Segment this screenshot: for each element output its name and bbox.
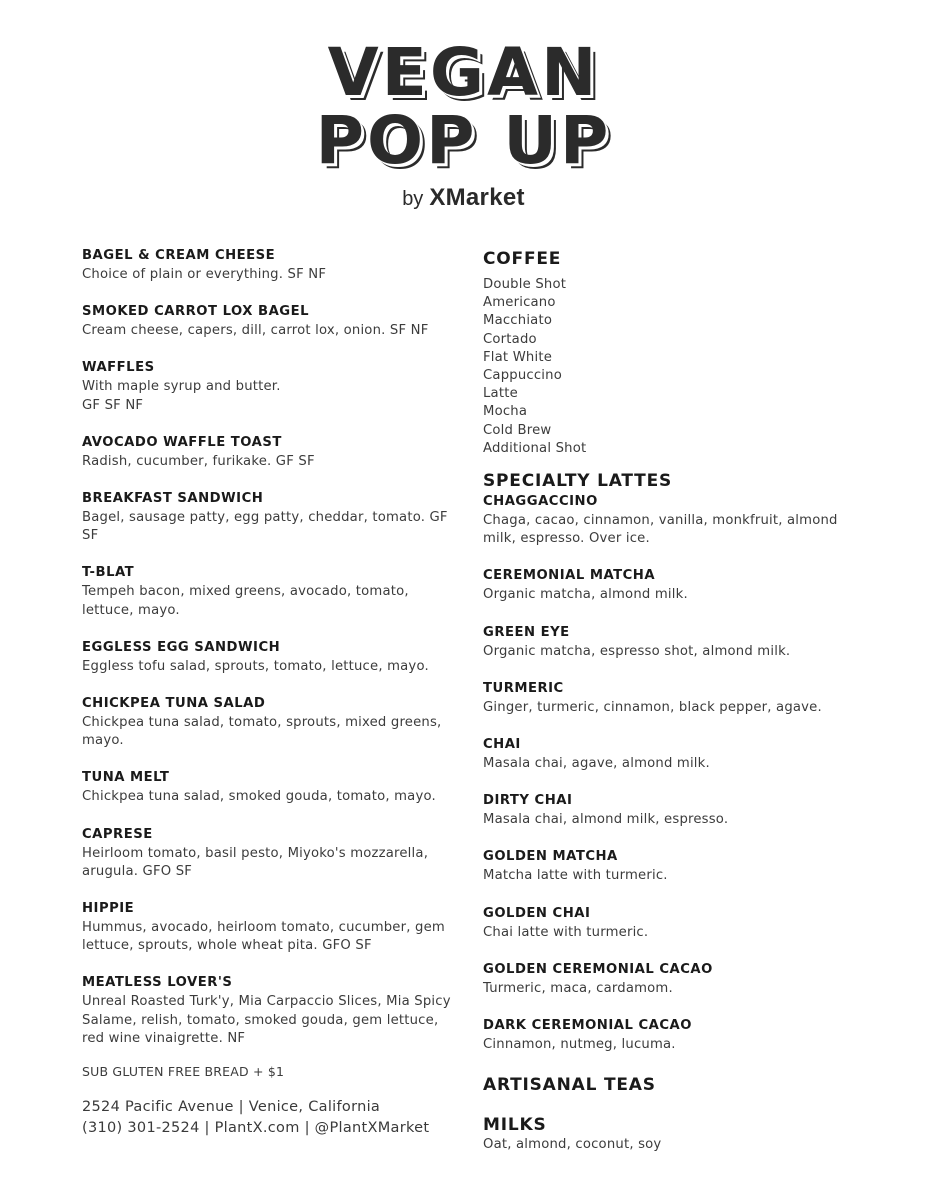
item-description: Masala chai, almond milk, espresso. bbox=[483, 812, 729, 828]
item-description: Bagel, sausage patty, egg patty, cheddar, tomato. GF SF bbox=[82, 510, 448, 544]
item-description: Eggless tofu salad, sprouts, tomato, lettuce, mayo. bbox=[82, 658, 429, 674]
footer bbox=[82, 1097, 429, 1139]
food-item bbox=[82, 433, 452, 471]
item-description: Chai latte with turmeric. bbox=[483, 924, 649, 940]
footer-address: 2524 Pacific Avenue | Venice, California bbox=[82, 1099, 381, 1115]
latte-item bbox=[483, 847, 863, 885]
footer-contact: (310) 301-2524 | PlantX.com | @PlantXMarket bbox=[82, 1120, 430, 1136]
coffee-item: Latte bbox=[483, 386, 518, 402]
artisanal-teas-heading: ARTISANAL TEAS bbox=[483, 1075, 656, 1096]
logo-brand: XMarket bbox=[429, 184, 525, 211]
item-name: T-BLAT bbox=[82, 565, 135, 581]
item-description: Matcha latte with turmeric. bbox=[483, 868, 668, 884]
item-name: BAGEL & CREAM CHEESE bbox=[82, 248, 276, 263]
logo bbox=[0, 34, 927, 212]
item-description: Cream cheese, capers, dill, carrot lox, onion. SF NF bbox=[82, 323, 429, 339]
item-description: Chickpea tuna salad, tomato, sprouts, mixed greens, mayo. bbox=[82, 715, 442, 749]
food-item bbox=[82, 899, 452, 955]
item-description: Chickpea tuna salad, smoked gouda, tomato, mayo. bbox=[82, 789, 436, 805]
item-name: GOLDEN CHAI bbox=[483, 905, 591, 921]
food-item bbox=[82, 489, 452, 545]
item-description: Radish, cucumber, furikake. GF SF bbox=[82, 453, 315, 469]
item-description: Organic matcha, espresso shot, almond milk. bbox=[483, 643, 791, 659]
logo-title-line-1: VEGAN bbox=[327, 34, 600, 111]
item-description: Organic matcha, almond milk. bbox=[483, 587, 688, 603]
drinks-menu bbox=[483, 246, 863, 1154]
item-description: Ginger, turmeric, cinnamon, black pepper, agave. bbox=[483, 699, 822, 715]
coffee-item: Cortado bbox=[483, 331, 537, 347]
latte-item bbox=[483, 904, 863, 942]
coffee-item: Additional Shot bbox=[483, 440, 587, 456]
coffee-item: Macchiato bbox=[483, 313, 553, 329]
item-name: CAPRESE bbox=[82, 826, 153, 842]
item-name: CEREMONIAL MATCHA bbox=[483, 568, 656, 584]
food-item bbox=[82, 973, 452, 1048]
coffee-item: Cappuccino bbox=[483, 368, 562, 384]
food-list bbox=[82, 246, 452, 1048]
latte-item bbox=[483, 735, 863, 773]
latte-item bbox=[483, 492, 863, 548]
coffee-item: Cold Brew bbox=[483, 422, 552, 438]
latte-item bbox=[483, 960, 863, 998]
latte-item bbox=[483, 679, 863, 717]
food-item bbox=[82, 358, 452, 414]
item-name: BREAKFAST SANDWICH bbox=[82, 491, 264, 507]
item-description: With maple syrup and butter. GF SF NF bbox=[82, 379, 281, 413]
food-item bbox=[82, 694, 452, 750]
milks-heading: MILKS bbox=[483, 1115, 547, 1136]
item-name: GREEN EYE bbox=[483, 624, 570, 640]
item-name: AVOCADO WAFFLE TOAST bbox=[82, 434, 282, 450]
gluten-free-note: SUB GLUTEN FREE BREAD + $1 bbox=[82, 1064, 285, 1080]
food-item bbox=[82, 768, 452, 806]
milks-desc: Oat, almond, coconut, soy bbox=[483, 1137, 662, 1153]
item-name: DIRTY CHAI bbox=[483, 793, 573, 809]
coffee-item: Flat White bbox=[483, 349, 553, 365]
item-description: Choice of plain or everything. SF NF bbox=[82, 267, 327, 282]
item-name: CHAGGACCINO bbox=[483, 494, 598, 510]
latte-list bbox=[483, 492, 863, 1054]
food-item bbox=[82, 302, 452, 340]
food-item bbox=[82, 638, 452, 676]
food-item bbox=[82, 563, 452, 619]
latte-item bbox=[483, 566, 863, 604]
coffee-list bbox=[483, 276, 863, 458]
item-name: TURMERIC bbox=[483, 680, 564, 696]
logo-title-line-2: POP UP bbox=[315, 102, 612, 179]
latte-item bbox=[483, 623, 863, 661]
item-description: Tempeh bacon, mixed greens, avocado, tomato, lettuce, mayo. bbox=[82, 584, 409, 618]
food-item bbox=[82, 825, 452, 881]
logo-by-word: by bbox=[402, 188, 424, 210]
coffee-item: Mocha bbox=[483, 404, 528, 420]
item-description: Unreal Roasted Turk'y, Mia Carpaccio Slices, Mia Spicy Salame, relish, tomato, smoked gouda, gem lettuce, red wine vinaigrette. NF bbox=[82, 994, 451, 1046]
item-name: GOLDEN MATCHA bbox=[483, 849, 618, 865]
item-description: Masala chai, agave, almond milk. bbox=[483, 756, 710, 772]
item-name: MEATLESS LOVER'S bbox=[82, 975, 233, 991]
item-description: Cinnamon, nutmeg, lucuma. bbox=[483, 1037, 676, 1053]
item-name: CHAI bbox=[483, 737, 521, 753]
item-description: Chaga, cacao, cinnamon, vanilla, monkfruit, almond milk, espresso. Over ice. bbox=[483, 513, 838, 547]
logo-byline bbox=[0, 184, 927, 212]
coffee-item: Americano bbox=[483, 295, 556, 311]
coffee-item: Double Shot bbox=[483, 277, 567, 292]
specialty-lattes-heading: SPECIALTY LATTES bbox=[483, 471, 673, 492]
item-name: DARK CEREMONIAL CACAO bbox=[483, 1018, 692, 1034]
coffee-heading: COFFEE bbox=[483, 249, 562, 269]
item-description: Heirloom tomato, basil pesto, Miyoko's mozzarella, arugula. GFO SF bbox=[82, 845, 429, 879]
item-name: TUNA MELT bbox=[82, 770, 170, 786]
food-item bbox=[82, 246, 452, 284]
item-name: CHICKPEA TUNA SALAD bbox=[82, 696, 266, 712]
latte-item bbox=[483, 791, 863, 829]
item-name: HIPPIE bbox=[82, 901, 135, 917]
food-menu bbox=[82, 246, 452, 1079]
item-description: Turmeric, maca, cardamom. bbox=[483, 980, 673, 996]
latte-item bbox=[483, 1016, 863, 1054]
item-description: Hummus, avocado, heirloom tomato, cucumber, gem lettuce, sprouts, whole wheat pita. GFO SF bbox=[82, 920, 445, 954]
item-name: SMOKED CARROT LOX BAGEL bbox=[82, 304, 310, 320]
item-name: WAFFLES bbox=[82, 360, 155, 376]
item-name: EGGLESS EGG SANDWICH bbox=[82, 639, 281, 655]
item-name: GOLDEN CEREMONIAL CACAO bbox=[483, 961, 713, 977]
